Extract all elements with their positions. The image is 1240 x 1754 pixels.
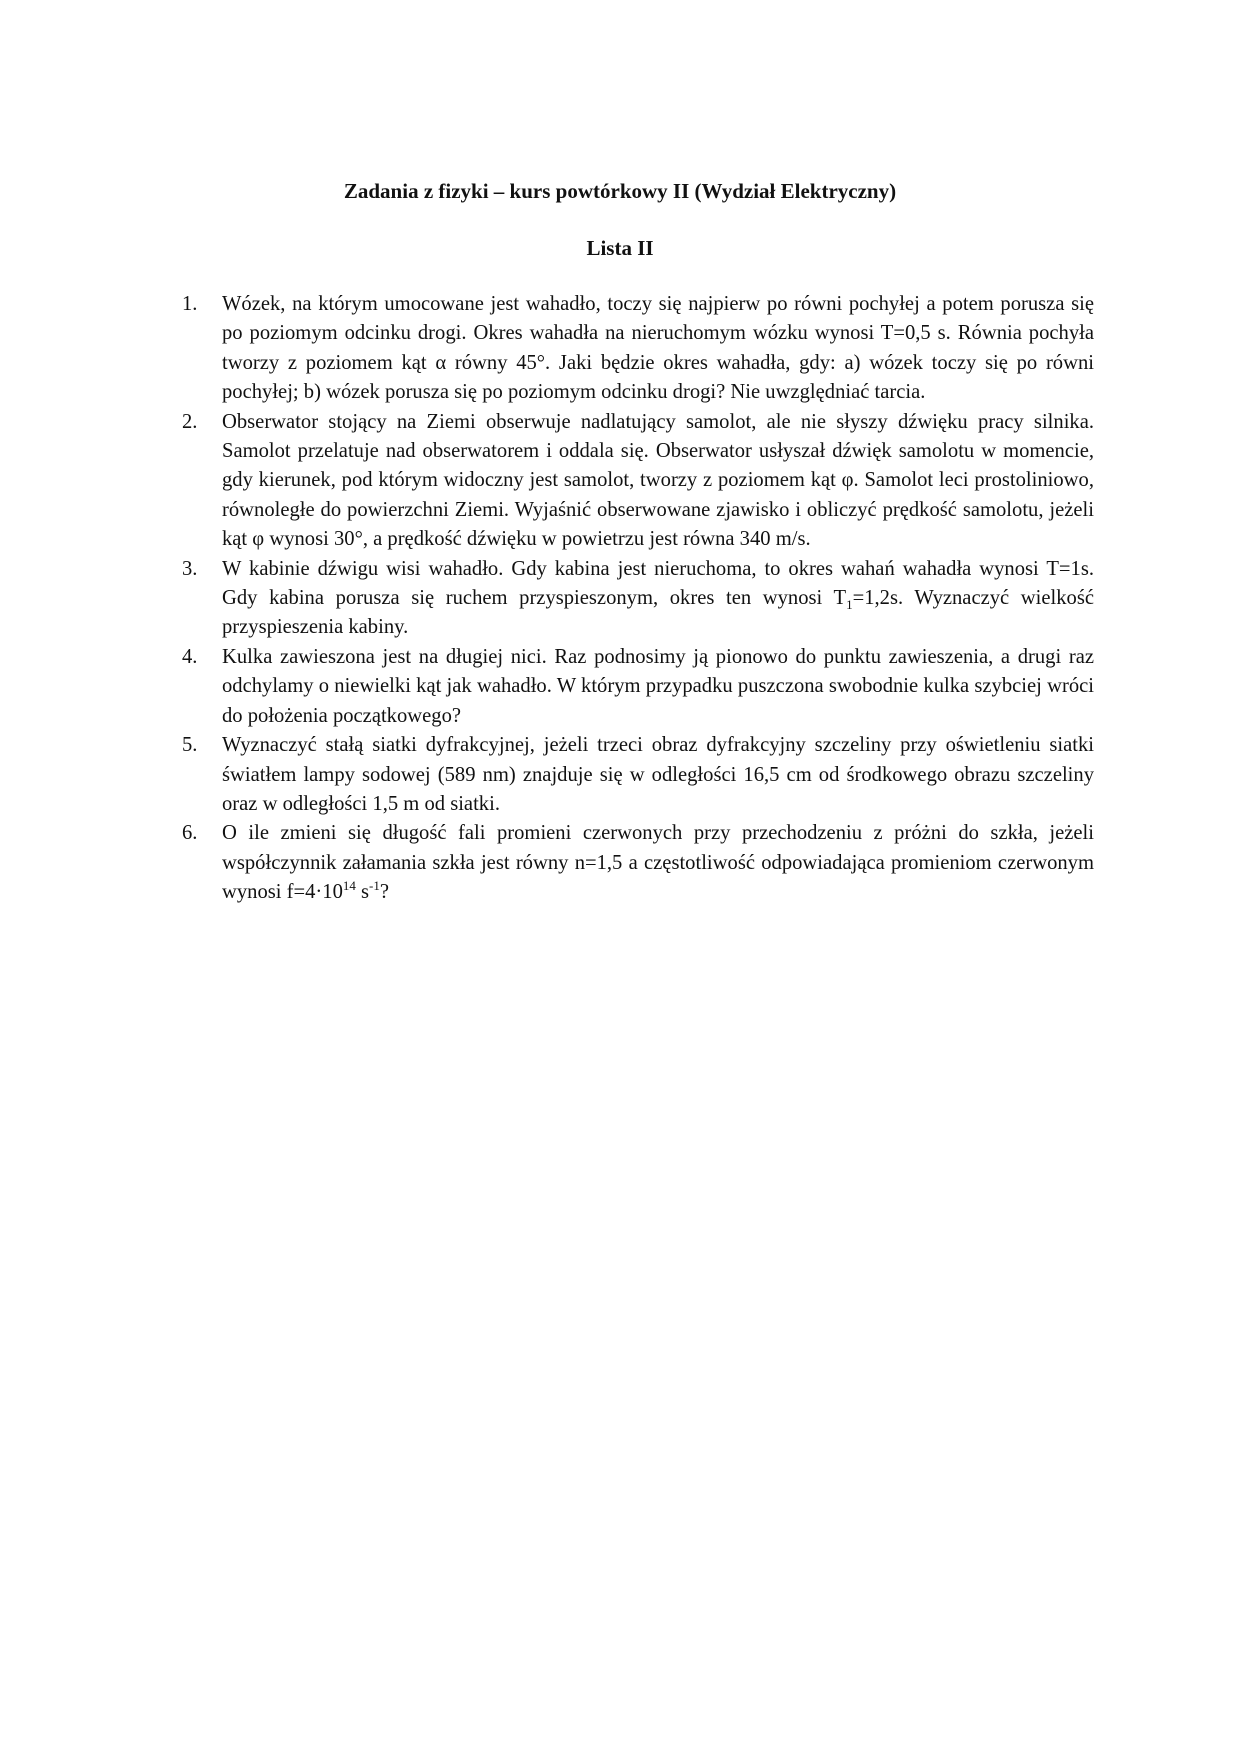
problem-text-part: O ile zmieni się długość fali promieni czerwonych przy przechodzeniu z próżni do szkła, jeżeli współczynnik załamania szkła jest równy n=1,5 a częstotliwość odpowiadająca promieniom czerwonym wynosi f=4·10 bbox=[222, 822, 1094, 904]
problem-text-part: ? bbox=[379, 881, 390, 904]
superscript: -1 bbox=[369, 878, 380, 894]
subscript: 1 bbox=[846, 597, 853, 613]
problem-text: Wózek, na którym umocowane jest wahadło, toczy się najpierw po równi pochyłej a potem porusza się po poziomym odcinku drogi. Okres wahadła na nieruchomym wózku wynosi T=0,5 s. Równia pochyła tworzy z poziomem kąt α równy 45°. Jaki będzie okres wahadła, gdy: a) wózek toczy się po równi pochyłej; b) wózek porusza się po poziomym odcinku drogi? Nie uwzględniać tarcia. bbox=[222, 293, 1094, 404]
problem-item bbox=[182, 290, 1094, 408]
problem-text: Obserwator stojący na Ziemi obserwuje nadlatujący samolot, ale nie słyszy dźwięku pracy silnika. Samolot przelatuje nad obserwatorem i oddala się. Obserwator usłyszał dźwięk samolotu w momencie, gdy kierunek, pod którym widoczny jest samolot, tworzy z poziomem kąt φ. Samolot leci prostoliniowo, równoległe do powierzchni Ziemi. Wyjaśnić obserwowane zjawisko i obliczyć prędkość samolotu, jeżeli kąt φ wynosi 30°, a prędkość dźwięku w powietrzu jest równa 340 m/s. bbox=[222, 410, 1094, 551]
problem-item bbox=[182, 731, 1094, 819]
problem-item bbox=[182, 643, 1094, 731]
problem-number: 5. bbox=[182, 734, 198, 757]
problem-item bbox=[182, 819, 1094, 907]
document-subtitle: Lista II bbox=[586, 236, 654, 260]
problem-text-part: =1,2s. Wyznaczyć wielkość przyspieszenia kabiny. bbox=[222, 587, 1094, 639]
problem-text-part: W kabinie dźwigu wisi wahadło. Gdy kabina jest nieruchoma, to okres wahań wahadła wynosi T=1s. Gdy kabina porusza się ruchem przyspieszonym, okres ten wynosi T bbox=[222, 557, 1094, 610]
problem-text bbox=[222, 555, 1094, 643]
problem-number: 6. bbox=[182, 822, 198, 845]
problem-number: 1. bbox=[182, 293, 198, 315]
problem-list bbox=[182, 290, 1094, 908]
problem-item bbox=[182, 555, 1094, 643]
document-title: Zadania z fizyki – kurs powtórkowy II (Wydział Elektryczny) bbox=[343, 179, 897, 203]
problem-text-part: s bbox=[355, 881, 370, 904]
problem-number: 2. bbox=[182, 410, 198, 433]
problem-number: 4. bbox=[182, 645, 198, 668]
problem-text: Wyznaczyć stałą siatki dyfrakcyjnej, jeżeli trzeci obraz dyfrakcyjny szczeliny przy oświetleniu siatki światłem lampy sodowej (589 nm) znajduje się w odległości 16,5 cm od środkowego obrazu szczeliny oraz w odległości 1,5 m od siatki. bbox=[222, 734, 1094, 815]
superscript: 14 bbox=[342, 878, 356, 894]
problem-text bbox=[222, 819, 1094, 907]
problem-text: Kulka zawieszona jest na długiej nici. Raz podnosimy ją pionowo do punktu zawieszenia, a drugi raz odchylamy o niewielki kąt jak wahadło. W którym przypadku puszczona swobodnie kulka szybciej wróci do położenia początkowego? bbox=[222, 645, 1094, 727]
problem-number: 3. bbox=[182, 557, 198, 580]
problem-item bbox=[182, 408, 1094, 555]
